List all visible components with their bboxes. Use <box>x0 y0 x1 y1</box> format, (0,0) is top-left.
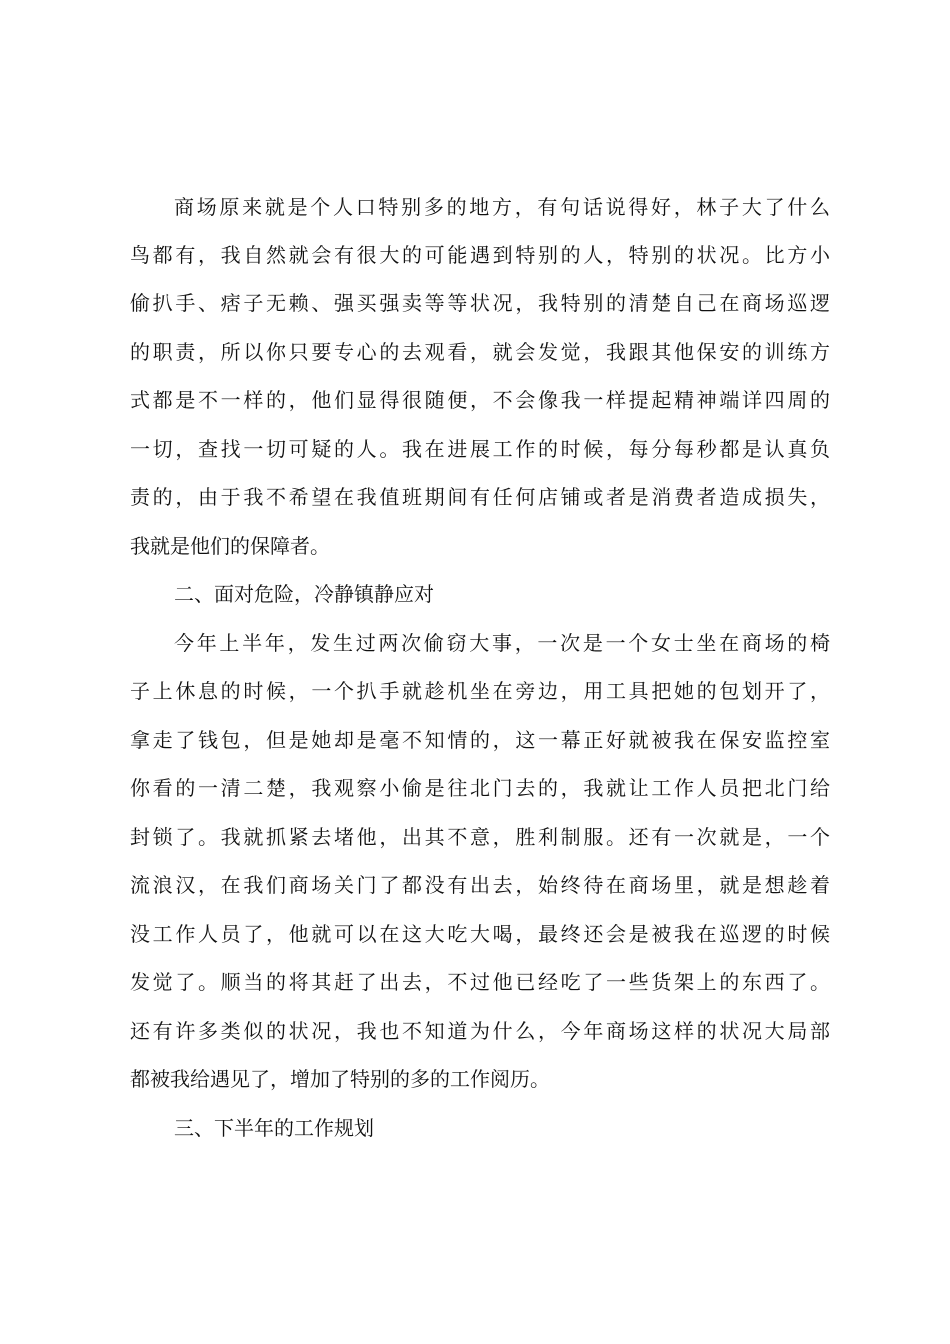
paragraph-2-line-10: 都被我给遇见了，增加了特别的多的工作阅历。 <box>130 1067 550 1091</box>
paragraph-1-line-7: 责的，由于我不希望在我值班期间有任何店铺或者是消费者造成损失， <box>130 485 830 509</box>
paragraph-1-line-3: 偷扒手、痞子无赖、强买强卖等等状况，我特别的清楚自己在商场巡逻 <box>130 291 830 315</box>
paragraph-2-line-7: 没工作人员了，他就可以在这大吃大喝，最终还会是被我在巡逻的时候 <box>130 922 830 946</box>
paragraph-2-line-3: 拿走了钱包，但是她却是毫不知情的，这一幕正好就被我在保安监控室 <box>130 728 830 752</box>
section-heading-2: 二、面对危险，冷静镇静应对 <box>174 582 434 606</box>
paragraph-2-line-8: 发觉了。顺当的将其赶了出去，不过他已经吃了一些货架上的东西了。 <box>130 970 830 994</box>
paragraph-2-line-6: 流浪汉，在我们商场关门了都没有出去，始终待在商场里，就是想趁着 <box>130 873 830 897</box>
paragraph-2-line-2: 子上休息的时候，一个扒手就趁机坐在旁边，用工具把她的包划开了， <box>130 679 830 703</box>
paragraph-1-line-1: 商场原来就是个人口特别多的地方，有句话说得好，林子大了什么 <box>174 195 830 219</box>
paragraph-1-line-6: 一切，查找一切可疑的人。我在进展工作的时候，每分每秒都是认真负 <box>130 437 830 461</box>
paragraph-1-line-4: 的职责，所以你只要专心的去观看，就会发觉，我跟其他保安的训练方 <box>130 340 830 364</box>
section-heading-3: 三、下半年的工作规划 <box>174 1116 374 1140</box>
paragraph-1-line-5: 式都是不一样的，他们显得很随便，不会像我一样提起精神端详四周的 <box>130 388 830 412</box>
paragraph-2-line-4: 你看的一清二楚，我观察小偷是往北门去的，我就让工作人员把北门给 <box>130 776 830 800</box>
paragraph-1-line-2: 鸟都有，我自然就会有很大的可能遇到特别的人，特别的状况。比方小 <box>130 243 830 267</box>
paragraph-1-line-8: 我就是他们的保障者。 <box>130 534 330 558</box>
paragraph-2-line-5: 封锁了。我就抓紧去堵他，出其不意，胜利制服。还有一次就是，一个 <box>130 825 830 849</box>
paragraph-2-line-9: 还有许多类似的状况，我也不知道为什么，今年商场这样的状况大局部 <box>130 1019 830 1043</box>
paragraph-2-line-1: 今年上半年，发生过两次偷窃大事，一次是一个女士坐在商场的椅 <box>174 631 830 655</box>
